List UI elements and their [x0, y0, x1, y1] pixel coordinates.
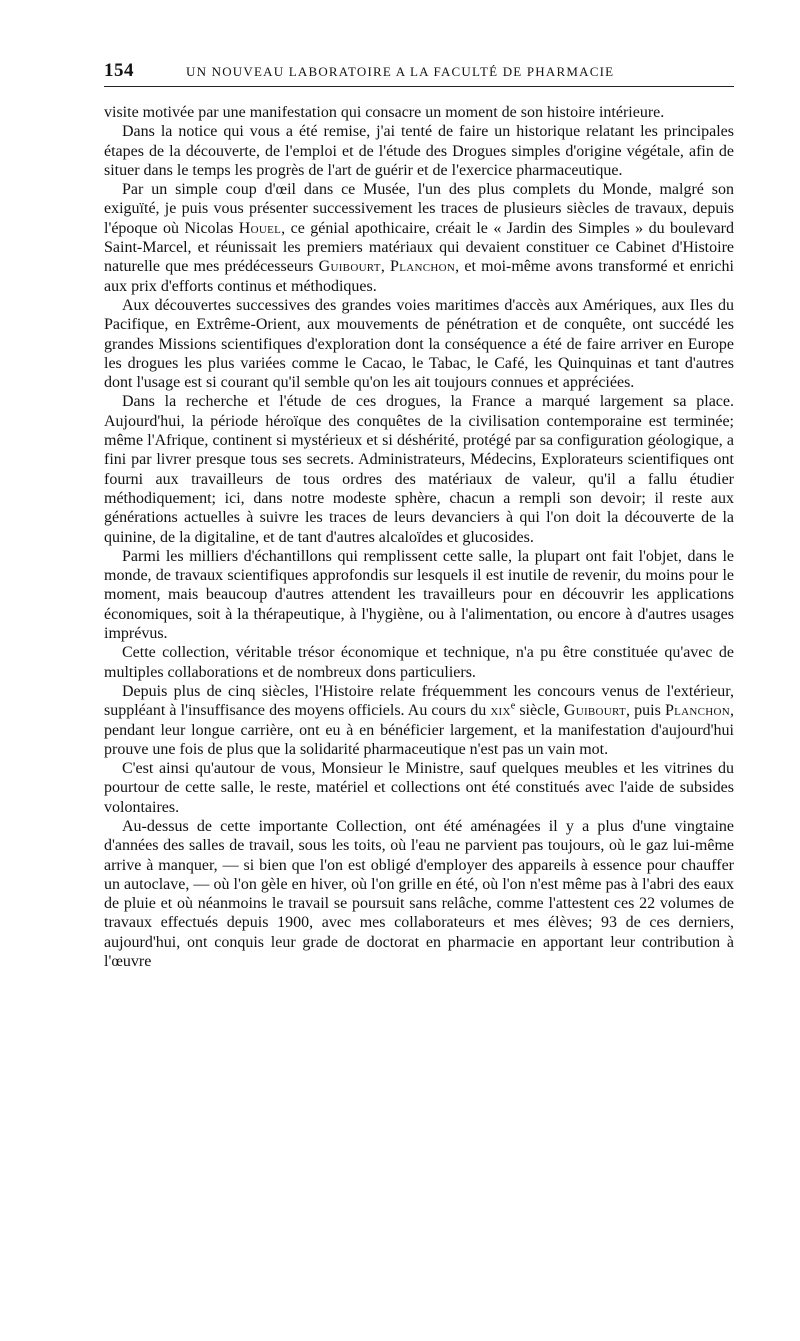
paragraph: [104, 296, 734, 392]
paragraph: [104, 759, 734, 817]
text-segment: Depuis plus de cinq siècles, l'Histoire relate fréquemment les concours venus de l'extérieur, suppléant à l'insuffisance des moyens officiels. Au cours du: [104, 682, 734, 720]
text-segment: Dans la recherche et l'étude de ces drogues, la France a marqué largement sa place. Aujourd'hui, la période héroïque des conquêtes de la civilisation contemporaine est terminée; même l'Afrique, continent si mystérieux et si déshérité, protégé par sa configuration géologique, a fini par livrer presque tous ses secrets. Administrateurs, Médecins, Explorateurs scientifiques ont fourni aux travailleurs de tous ordres des matériaux de valeur, qu'il a fallu étudier méthodiquement; ici, dans notre modeste sphère, chacun a rempli son devoir; il reste aux générations actuelles à suivre les traces de leurs devanciers à qui l'on doit la découverte de la quinine, de la digitaline, et de tant d'autres alcaloïdes et glucosides.: [104, 393, 734, 546]
paragraph: [104, 817, 734, 971]
paragraph: [104, 122, 734, 180]
paragraph: [104, 682, 734, 759]
document-page: [104, 58, 734, 971]
text-segment: Par un simple coup d'œil dans ce Musée, l'un des plus complets du Monde, malgré son exiguïté, je puis vous présenter successivement les traces de plusieurs siècles de travaux, depuis l'époque où Nicolas: [104, 181, 734, 237]
page-header: [104, 58, 734, 87]
text-segment: , pendant leur longue carrière, ont eu à en bénéficier largement, et la manifestation d'aujourd'hui prouve une fois de plus que la solidarité pharmaceutique n'est pas un vain mot.: [104, 702, 735, 758]
name-small-caps: Houel: [238, 219, 282, 237]
text-segment: Parmi les milliers d'échantillons qui remplissent cette salle, la plupart ont fait l'objet, dans le monde, de travaux scientifiques approfondis sur lesquels il est inutile de revenir, du moins pour le moment, mais beaucoup d'autres attendent les travailleurs pour en découvrir les applications économiques, soit à la thérapeutique, à l'hygiène, ou à l'alimentation, ou encore à d'autres usages imprévus.: [104, 547, 734, 643]
text-segment: , ce génial apothicaire, créait le « Jardin des Simples » du boulevard Saint-Marcel, et réunissait les premiers matériaux qui devaient constituer ce Cabinet d'Histoire naturelle que mes prédécesseurs: [104, 219, 734, 276]
paragraph: [104, 392, 734, 546]
text-segment: Aux découvertes successives des grandes voies maritimes d'accès aux Amériques, aux Iles du Pacifique, en Extrême-Orient, aux mouvements de pénétration et de conquête, ont succédé les grandes Missions scientifiques d'exploration dont la conséquence a été de faire arriver en Europe les drogues les plus variées comme le Cacao, le Tabac, le Café, les Quinquinas et tant d'autres dont l'usage est si courant qu'il semble qu'on les ait toujours connues et appréciées.: [104, 296, 734, 392]
text-segment: Dans la notice qui vous a été remise, j'ai tenté de faire un historique relatant les principales étapes de la découverte, de l'emploi et de l'étude des Drogues simples d'origine végétale, afin de situer dans le temps les progrès de l'art de guérir et de l'exercice pharmaceutique.: [104, 123, 734, 179]
body-text: [104, 103, 734, 971]
text-segment: , puis: [626, 702, 665, 720]
paragraph: [104, 180, 734, 296]
name-small-caps: Guibourt: [318, 258, 381, 276]
text-segment: ,: [380, 258, 391, 276]
name-small-caps: xix: [490, 702, 511, 720]
text-segment: C'est ainsi qu'autour de vous, Monsieur le Ministre, sauf quelques meubles et les vitrines du pourtour de cette salle, le reste, matériel et collections ont été constitués avec l'aide de subsides volontaires.: [104, 760, 734, 816]
name-small-caps: Guibourt: [563, 702, 627, 720]
text-segment: Au-dessus de cette importante Collection, ont été aménagées il y a plus d'une vingtaine d'années des salles de travail, sous les toits, où l'eau ne parvient pas toujours, où le gaz lui-même arrive à manquer, — si bien que l'on est obligé d'employer des appareils à essence pour chauffer un autoclave, — où l'on gèle en hiver, où l'on grille en été, où l'on n'est même pas à l'abri des eaux de pluie et où néanmoins le travail se poursuit sans relâche, comme l'attestent ces 22 volumes de travaux effectués depuis 1900, avec mes collaborateurs et mes élèves; 93 de ces derniers, aujourd'hui, ont conquis leur grade de doctorat en pharmacie en apportant leur contribution à l'œuvre: [104, 817, 734, 971]
text-segment: siècle,: [515, 702, 564, 720]
text-segment: Cette collection, véritable trésor économique et technique, n'a pu être constituée qu'avec de multiples collaborations et de nombreux dons particuliers.: [104, 644, 734, 681]
text-segment: , et moi-même avons transformé et enrichi aux prix d'efforts continus et méthodiques.: [104, 258, 734, 295]
paragraph: [104, 103, 734, 122]
paragraph: [104, 547, 734, 643]
page-number: 154: [104, 60, 134, 81]
superscript: e: [510, 700, 516, 712]
name-small-caps: Planchon: [664, 702, 731, 720]
running-title: UN NOUVEAU LABORATOIRE A LA FACULTÉ DE PHARMACIE: [186, 64, 615, 79]
paragraph: [104, 643, 734, 682]
name-small-caps: Planchon: [390, 258, 456, 276]
text-segment: visite motivée par une manifestation qui consacre un moment de son histoire intérieure.: [104, 104, 665, 121]
